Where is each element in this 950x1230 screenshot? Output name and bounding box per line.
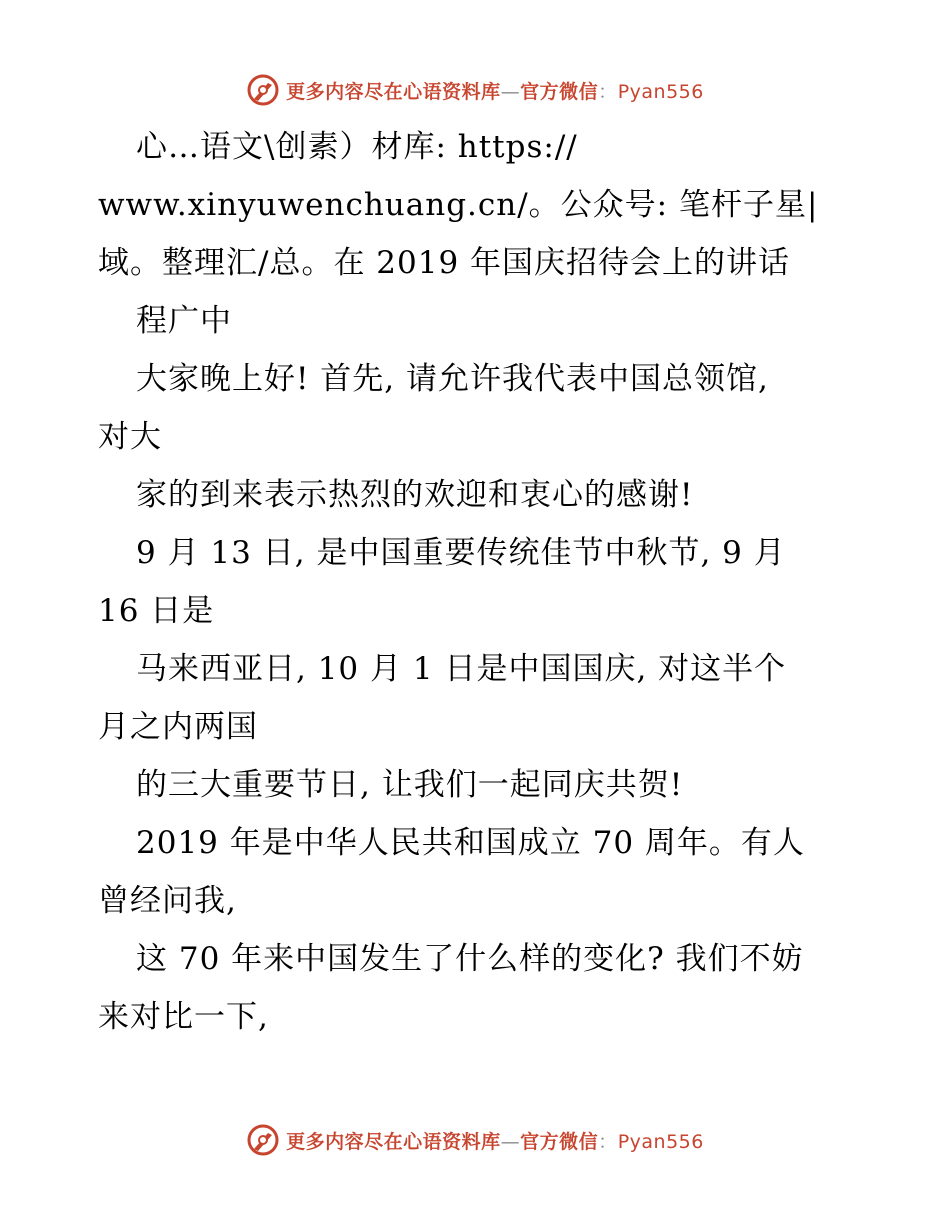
body-line: 马来西亚日, 10 月 1 日是中国国庆, 对这半个 xyxy=(136,651,787,687)
body-line: 程广中 xyxy=(136,303,232,339)
banner-separator: — xyxy=(500,1130,521,1153)
body-line: 16 日是 xyxy=(98,593,215,629)
banner-wechat-id: Pyan556 xyxy=(617,1130,704,1153)
body-line: 这 70 年来中国发生了什么样的变化? 我们不妨 xyxy=(136,941,804,977)
quill-logo-icon xyxy=(246,73,280,107)
banner-main-text: 更多内容尽在心语资料库 xyxy=(286,1130,501,1153)
body-line: 对大 xyxy=(98,419,162,455)
body-line: 的三大重要节日, 让我们一起同庆共贺! xyxy=(136,767,684,803)
body-line: 9 月 13 日, 是中国重要传统佳节中秋节, 9 月 xyxy=(136,535,786,571)
banner-main-text: 更多内容尽在心语资料库 xyxy=(286,80,501,103)
banner-separator: — xyxy=(500,80,521,103)
body-line: 家的到来表示热烈的欢迎和衷心的感谢! xyxy=(136,477,694,513)
body-line: 来对比一下, xyxy=(98,999,269,1035)
body-line: 曾经问我, xyxy=(98,883,237,919)
header-banner xyxy=(0,70,950,110)
body-line: 月之内两国 xyxy=(98,709,258,745)
banner-colon: ： xyxy=(598,1130,618,1153)
banner-colon: ： xyxy=(598,80,618,103)
body-line: 心…语文\创素）材库: https:// xyxy=(136,129,578,165)
body-line: www.xinyuwenchuang.cn/。公众号: 笔杆子星| xyxy=(98,187,819,223)
body-line: 2019 年是中华人民共和国成立 70 周年。有人 xyxy=(136,825,805,861)
quill-logo-icon xyxy=(246,1123,280,1157)
body-line: 大家晚上好! 首先, 请允许我代表中国总领馆, xyxy=(136,361,769,397)
banner-text xyxy=(286,77,704,104)
banner-wechat-label: 官方微信 xyxy=(520,1130,599,1153)
body-line: 域。整理汇/总。在 2019 年国庆招待会上的讲话 xyxy=(98,245,791,281)
footer-banner xyxy=(0,1120,950,1160)
banner-text xyxy=(286,1127,704,1154)
document-body xyxy=(98,118,858,1046)
banner-wechat-label: 官方微信 xyxy=(520,80,599,103)
banner-wechat-id: Pyan556 xyxy=(617,80,704,103)
